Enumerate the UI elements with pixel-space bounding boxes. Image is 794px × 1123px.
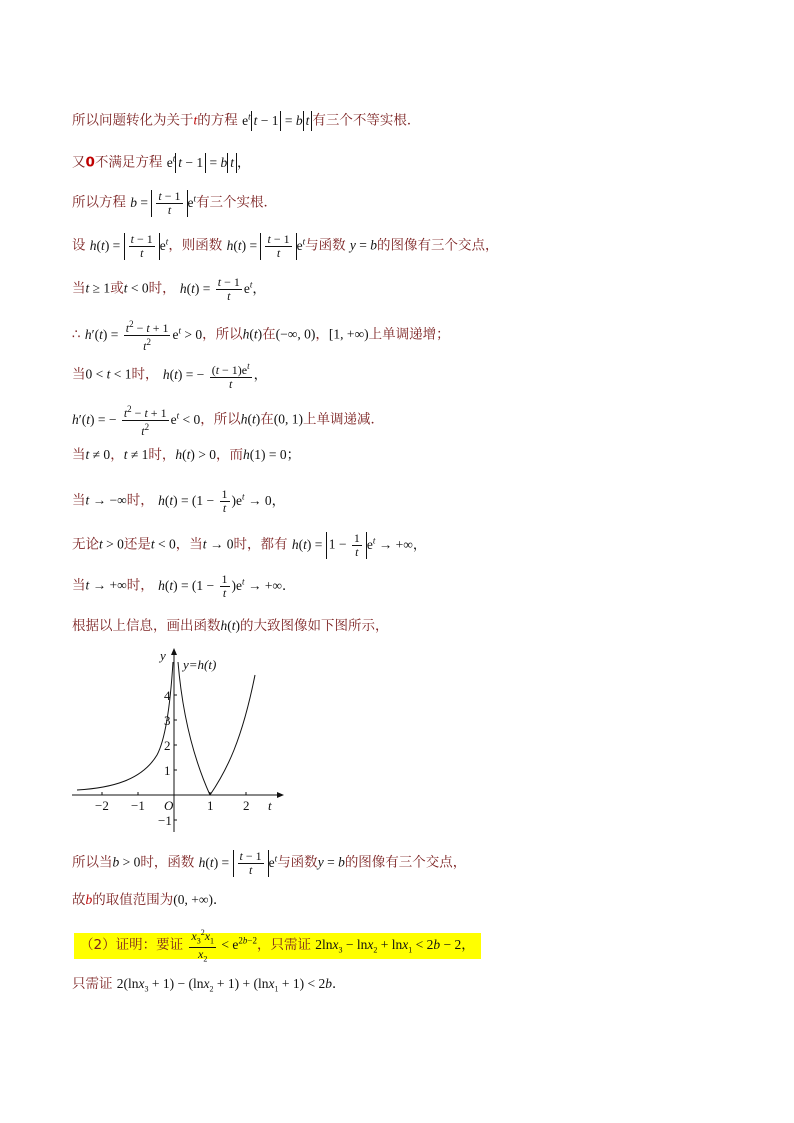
equation: t ≥ 1 [85,280,111,296]
text: 与函数 [305,237,346,254]
text: ，所以 [200,411,241,428]
equation: b > 0 [112,854,141,870]
line-16 [74,926,481,966]
text: 当 [72,492,86,509]
line-12 [72,571,296,600]
equation: t → +∞ [85,577,127,593]
text: 上单调递减． [302,411,384,428]
text: 时，都有 [233,536,288,553]
text: 在 [262,326,276,343]
equation: t > 0 [99,536,124,552]
text: 有三个不等实根． [312,112,421,129]
text: 当 [72,447,86,463]
equation: b = $\frac{t - 1}{t}$ $e^t$ [130,188,197,217]
text: 故 [72,892,86,908]
x-axis-label: t [268,798,272,813]
text: 当 [72,280,86,297]
line-10 [72,486,285,515]
equation: t < 0 [123,280,149,296]
text: 有三个实根． [196,194,278,211]
text: 与函数 [277,854,318,871]
text: 设 [72,237,86,254]
text: 又 [72,154,86,171]
line-9 [72,445,300,465]
y-axis-arrow [171,648,177,655]
equation: h(t) = $\frac{t - 1}{t}$ $e^t$， [179,274,266,303]
line-14 [72,848,466,877]
equation: t ≠ 0 [85,447,111,462]
text: 时， [126,577,154,594]
y-tick-label: −1 [158,813,172,828]
text: ∴ [72,326,81,343]
text: （2）证明：要证 [80,936,184,953]
text: ，则函数 [168,237,223,254]
var-t: t [193,112,198,128]
line-4 [72,231,499,260]
text: 的大致图像如下图所示， [240,618,389,634]
equation: t ≠ 1 [123,447,149,462]
equation: h(t) [242,326,263,342]
equation: t → 0 [202,536,234,552]
text: ，而 [216,447,243,463]
equation: y = b [349,237,378,253]
equation: h′(t) = − $\frac{t^2 - t + 1}{t^2}$ $e^t < 0$ [72,404,201,438]
text: 的图像有三个交点， [377,237,499,254]
text: 所以问题转化为关于 [72,112,194,129]
x-tick-label: −1 [131,798,145,813]
equation: h(1) = 0； [243,447,301,462]
var-b: b [85,892,93,907]
equation: h(t) = $\frac{t - 1}{t}$ $e^t$ [198,848,278,877]
line-5 [72,274,266,303]
text: 当 [72,366,86,383]
equation: h(t) = $\frac{t - 1}{t}$ $e^t$ [89,231,169,260]
text: 的取值范围为 [92,892,174,908]
text: 在 [260,411,274,428]
text: 不满足方程 [94,154,163,171]
curve-label: y=h(t) [183,657,217,672]
num: 0 [85,154,95,171]
text: 所以方程 [72,194,126,211]
equation: h(t) = $\frac{t - 1}{t}$ $e^t$ [226,231,306,260]
x-axis-arrow [277,792,284,798]
text: 还是 [123,536,151,553]
line-1 [72,106,420,131]
equation: y = b [317,854,345,870]
text: 时， [148,447,176,463]
equation: 0 < t < 1 [85,366,132,382]
text: 时， [148,280,176,297]
line-2 [72,148,251,173]
equation: $e^t$ t − 1 = b t [242,113,312,128]
equation: (0, 1) [273,411,303,427]
text: 所以当 [72,854,113,871]
line-6 [72,318,450,353]
curve-left [77,662,173,790]
y-tick-label: 4 [164,688,171,703]
equation: 2lnx$_3$ − lnx$_2$ + lnx$_1$ < 2b − 2， [315,936,475,955]
equation: [1, +∞) [328,326,369,342]
text: ， [110,447,124,463]
x-tick-label: 1 [207,798,214,813]
equation: t → −∞ [85,492,127,508]
line-11 [72,530,426,559]
function-graph [62,640,292,840]
line-13 [72,616,389,636]
line-3 [72,188,277,217]
equation: h(t) [240,411,261,427]
y-tick-label: 1 [164,763,171,778]
equation: h(t) = 1 − $\frac{1}{t}$ $e^t$ → +∞， [291,530,427,559]
equation: h′(t) = $\frac{t^2 - t + 1}{t^2}$ $e^t > 0$ [84,319,203,353]
y-tick-label: 2 [164,738,171,753]
text: ，只需证 [256,936,311,953]
text: ， [315,326,329,343]
text: 无论 [72,536,99,553]
y-tick-label: 3 [164,713,171,728]
equation: h(t) = − $\frac{(t - 1)e^t}{t}$ ， [162,361,268,391]
equation: h(t) [220,618,241,633]
equation: h(t) = (1 − $\frac{1}{t}$ )$e^t$ → +∞． [158,571,296,600]
line-8 [72,403,384,438]
highlight [74,928,481,964]
equation: 2(lnx$_3$ + 1) − (lnx$_2$ + 1) + (lnx$_1$ + 1) < 2b． [116,976,346,994]
line-17 [72,974,346,1000]
equation: h(t) = (1 − $\frac{1}{t}$ )$e^t \to 0$， [158,486,286,515]
text: 只需证 [72,976,113,992]
text: ，所以 [202,326,243,343]
equation: (0, +∞)． [173,892,227,907]
text: 的图像有三个交点， [344,854,467,871]
equation: $\frac{x_3^2x_1}{x_2}$ < $e^{2b-2}$ [191,928,257,964]
line-15 [72,890,226,910]
text: 时，函数 [140,854,195,871]
x-tick-label: −2 [95,798,109,813]
text: 当 [72,577,86,594]
text: ，当 [175,536,203,553]
text: 的方程 [197,112,238,129]
x-tick-label: 2 [243,798,250,813]
equation: t < 0 [150,536,176,552]
equation: (−∞, 0) [275,326,316,342]
text: 根据以上信息，画出函数 [72,618,221,634]
curve-middle [178,662,210,795]
text: 上单调递增； [368,326,450,343]
text: 时， [126,492,154,509]
text: 时， [131,366,159,383]
line-7 [72,360,267,391]
curve-right [210,675,255,795]
text: 或 [110,280,124,297]
y-axis-label: y [160,648,166,663]
equation: h(t) > 0 [175,447,216,462]
equation: $e^t$ t − 1 = b t ， [167,155,251,170]
origin-label: O [164,798,174,813]
